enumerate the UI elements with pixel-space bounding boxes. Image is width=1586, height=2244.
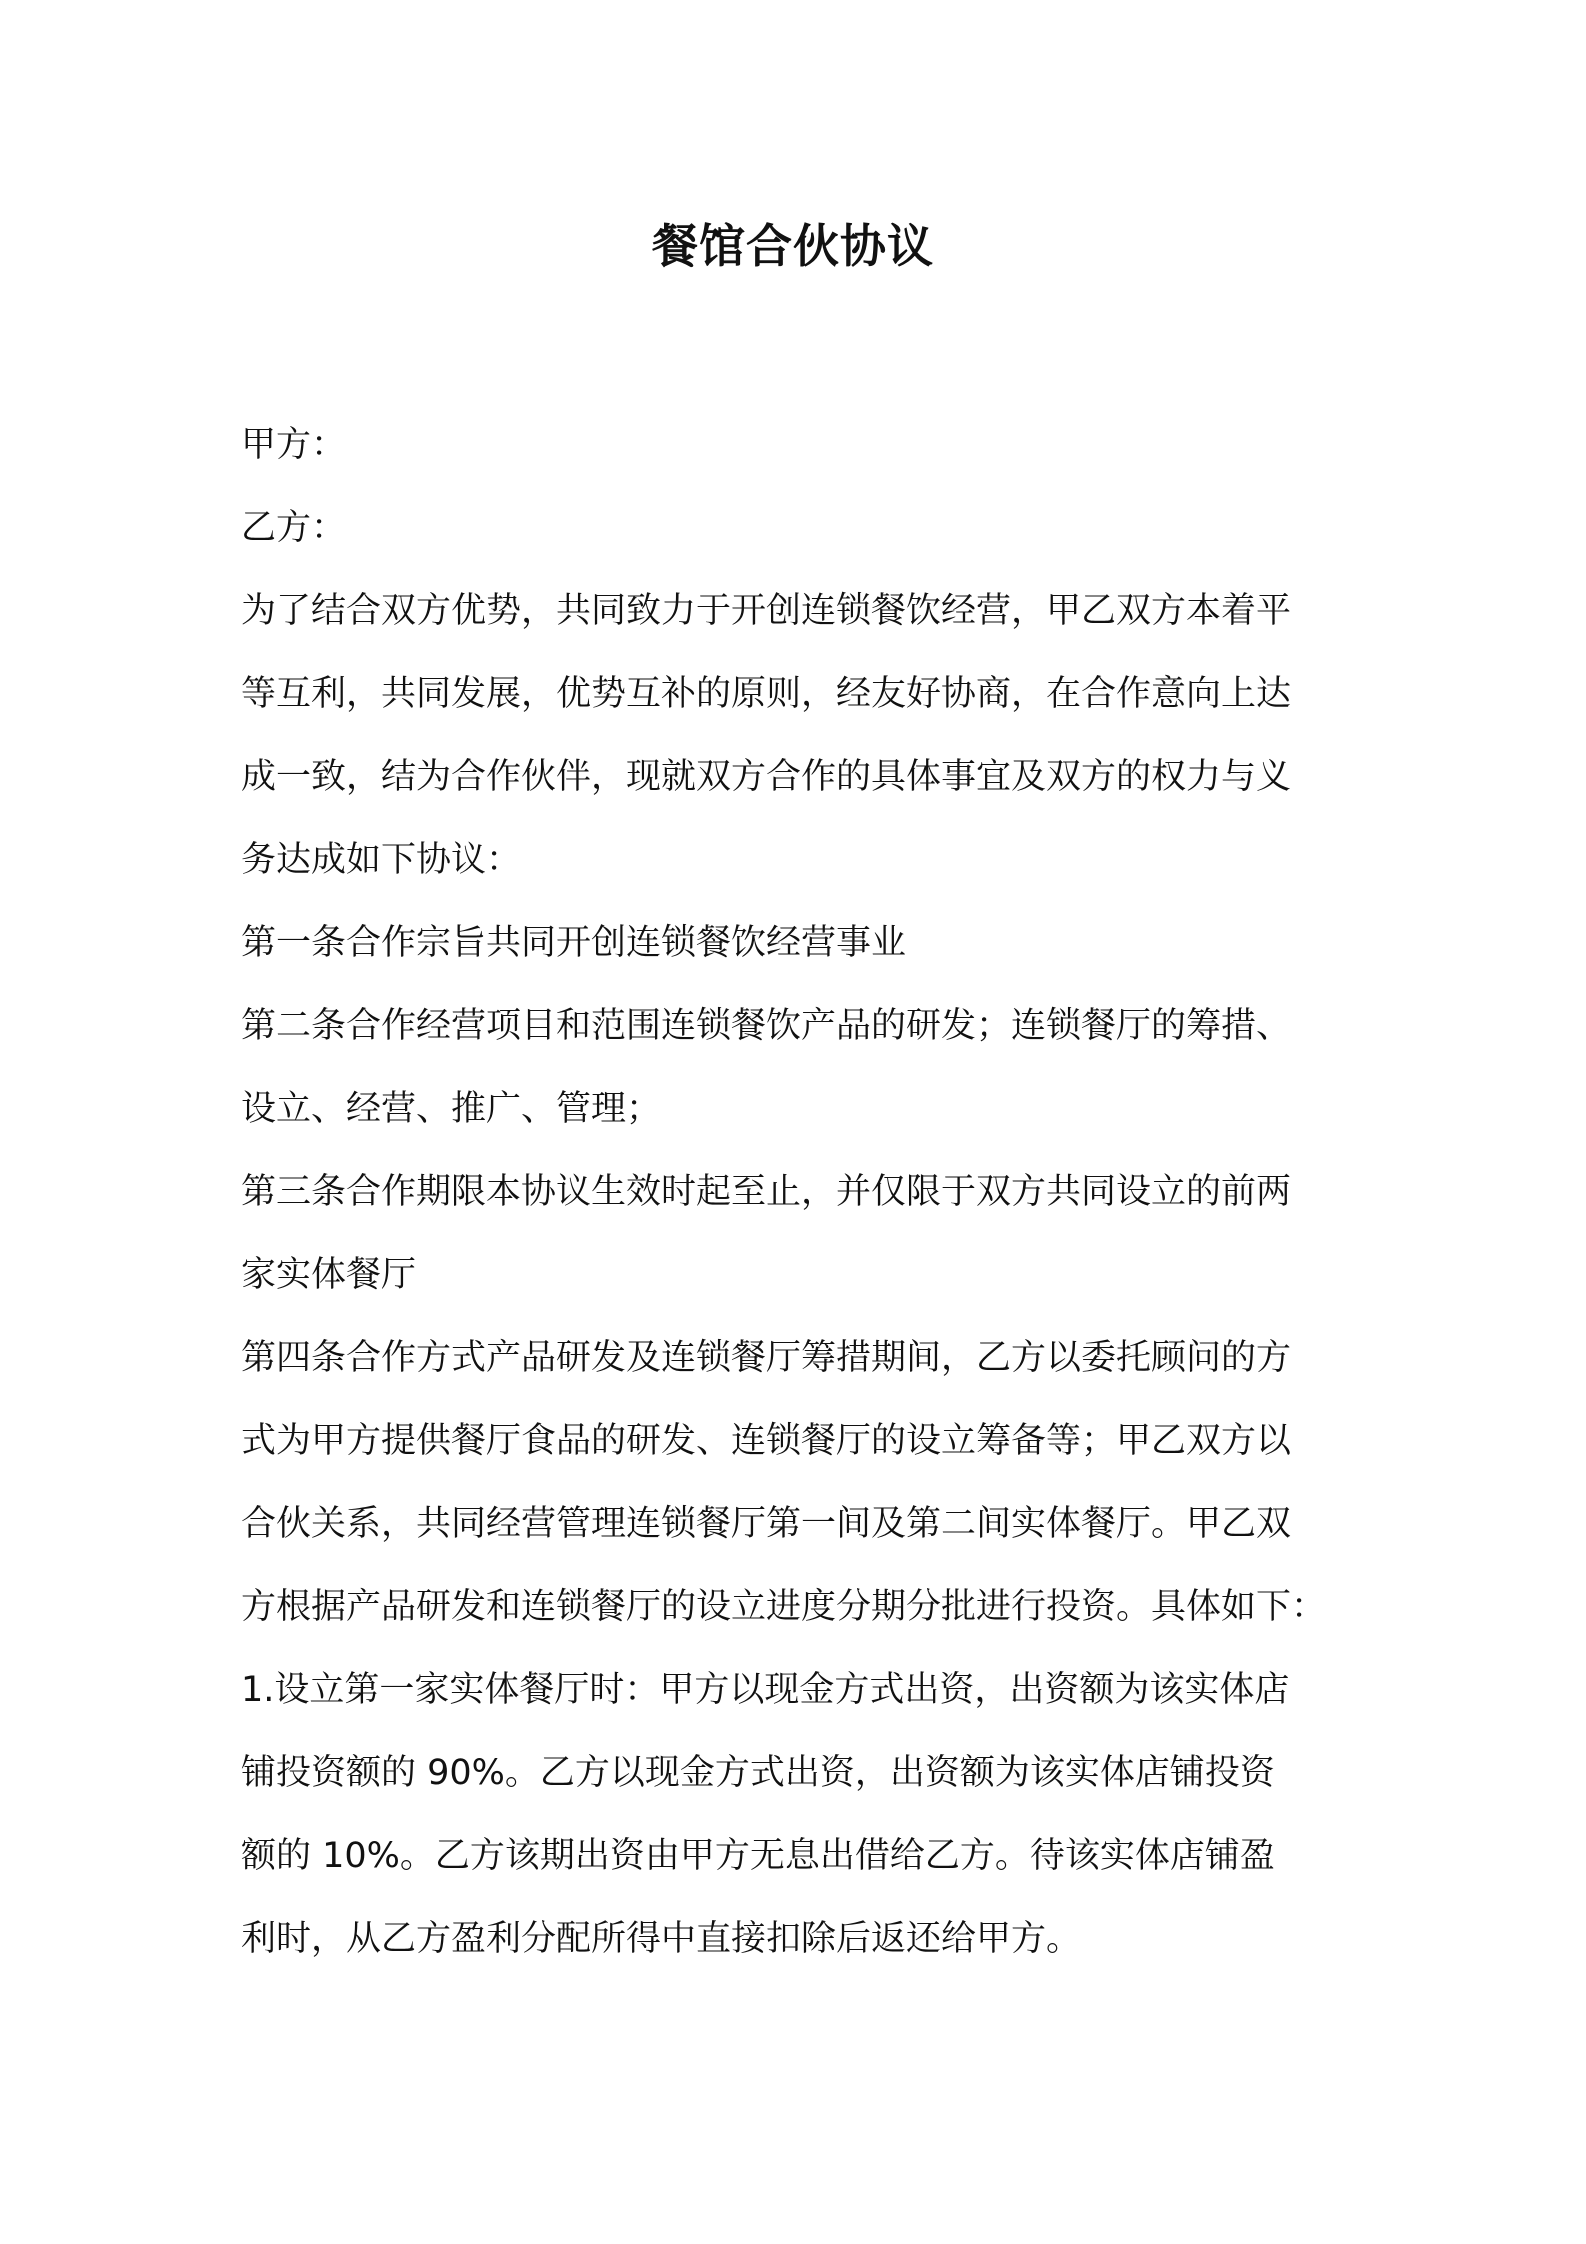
article-4-line: 式为甲方提供餐厅食品的研发、连锁餐厅的设立筹备等；甲乙双方以 bbox=[241, 1421, 1292, 1461]
intro-line: 务达成如下协议： bbox=[241, 840, 522, 880]
item-1-line: 铺投资额的 90%。乙方以现金方式出资，出资额为该实体店铺投资 bbox=[241, 1753, 1275, 1793]
item-1 bbox=[241, 1649, 1361, 1981]
article-2-line: 第二条合作经营项目和范围连锁餐饮产品的研发；连锁餐厅的筹措、 bbox=[241, 1006, 1292, 1046]
party-a-label: 甲方： bbox=[241, 425, 347, 465]
document-title: 餐馆合伙协议 bbox=[652, 219, 934, 273]
article-4-line: 第四条合作方式产品研发及连锁餐厅筹措期间，乙方以委托顾问的方 bbox=[241, 1338, 1292, 1378]
intro-paragraph bbox=[241, 570, 1361, 902]
item-1-line: 1.设立第一家实体餐厅时：甲方以现金方式出资，出资额为该实体店 bbox=[241, 1670, 1290, 1710]
article-4-line: 方根据产品研发和连锁餐厅的设立进度分期分批进行投资。具体如下： bbox=[241, 1587, 1327, 1627]
party-b-line bbox=[241, 487, 1361, 570]
intro-line: 为了结合双方优势，共同致力于开创连锁餐饮经营，甲乙双方本着平 bbox=[241, 591, 1292, 631]
article-3 bbox=[241, 1151, 1361, 1317]
item-1-line: 利时，从乙方盈利分配所得中直接扣除后返还给甲方。 bbox=[241, 1919, 1082, 1959]
article-1-line: 第一条合作宗旨共同开创连锁餐饮经营事业 bbox=[241, 923, 907, 963]
article-4-line: 合伙关系，共同经营管理连锁餐厅第一间及第二间实体餐厅。甲乙双 bbox=[241, 1504, 1292, 1544]
document-body bbox=[241, 404, 1361, 1981]
article-1 bbox=[241, 902, 1361, 985]
article-2-line: 设立、经营、推广、管理； bbox=[241, 1089, 662, 1129]
article-2 bbox=[241, 985, 1361, 1151]
party-a-line bbox=[241, 404, 1361, 487]
item-1-line: 额的 10%。乙方该期出资由甲方无息出借给乙方。待该实体店铺盈 bbox=[241, 1836, 1275, 1876]
intro-line: 等互利，共同发展，优势互补的原则，经友好协商，在合作意向上达 bbox=[241, 674, 1292, 714]
intro-line: 成一致，结为合作伙伴，现就双方合作的具体事宜及双方的权力与义 bbox=[241, 757, 1292, 797]
article-3-line: 第三条合作期限本协议生效时起至止，并仅限于双方共同设立的前两 bbox=[241, 1172, 1292, 1212]
party-b-label: 乙方： bbox=[241, 508, 347, 548]
article-3-line: 家实体餐厅 bbox=[241, 1255, 417, 1295]
article-4 bbox=[241, 1317, 1361, 1649]
